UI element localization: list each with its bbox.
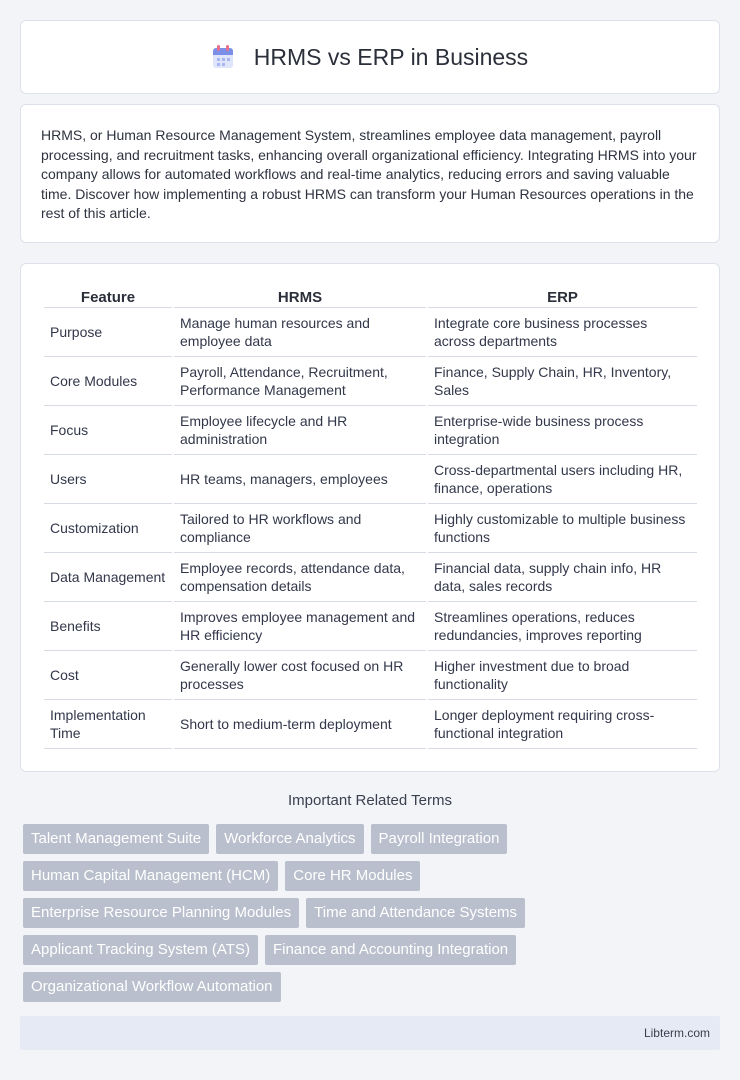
feature-cell: Focus — [44, 406, 172, 455]
feature-cell: Core Modules — [44, 357, 172, 406]
table-row — [44, 308, 697, 357]
related-terms — [23, 824, 723, 1009]
header-erp: ERP — [428, 284, 697, 308]
table-row — [44, 455, 697, 504]
table-row — [44, 357, 697, 406]
term-tag[interactable]: Workforce Analytics — [216, 824, 363, 854]
table-row — [44, 553, 697, 602]
term-row — [23, 861, 723, 891]
hrms-cell: Generally lower cost focused on HR processes — [174, 651, 426, 700]
hrms-cell: Manage human resources and employee data — [174, 308, 426, 357]
erp-cell: Enterprise-wide business process integration — [428, 406, 697, 455]
hrms-cell: Employee lifecycle and HR administration — [174, 406, 426, 455]
feature-cell: Data Management — [44, 553, 172, 602]
comparison-table-card — [20, 263, 720, 772]
term-tag[interactable]: Core HR Modules — [285, 861, 420, 891]
intro-card — [20, 104, 720, 243]
hrms-cell: Improves employee management and HR efficiency — [174, 602, 426, 651]
term-tag[interactable]: Talent Management Suite — [23, 824, 209, 854]
term-row — [23, 898, 723, 928]
hrms-cell: Tailored to HR workflows and compliance — [174, 504, 426, 553]
title-wrap — [212, 44, 528, 71]
erp-cell: Integrate core business processes across departments — [428, 308, 697, 357]
erp-cell: Financial data, supply chain info, HR data, sales records — [428, 553, 697, 602]
term-tag[interactable]: Finance and Accounting Integration — [265, 935, 516, 965]
table-row — [44, 651, 697, 700]
feature-cell: Benefits — [44, 602, 172, 651]
page-title: HRMS vs ERP in Business — [253, 43, 529, 70]
erp-cell: Higher investment due to broad functionality — [428, 651, 697, 700]
erp-cell: Cross-departmental users including HR, finance, operations — [428, 455, 697, 504]
footer — [20, 1016, 720, 1050]
feature-cell: Customization — [44, 504, 172, 553]
term-row — [23, 935, 723, 965]
term-tag[interactable]: Time and Attendance Systems — [306, 898, 525, 928]
table-header-row — [44, 284, 697, 308]
hrms-cell: Short to medium-term deployment — [174, 700, 426, 749]
feature-cell: Implementation Time — [44, 700, 172, 749]
erp-cell: Finance, Supply Chain, HR, Inventory, Sales — [428, 357, 697, 406]
comparison-table — [42, 284, 699, 749]
term-row — [23, 824, 723, 854]
term-tag[interactable]: Organizational Workflow Automation — [23, 972, 281, 1002]
term-row — [23, 972, 723, 1002]
table-row — [44, 602, 697, 651]
term-tag[interactable]: Human Capital Management (HCM) — [23, 861, 278, 891]
intro-paragraph: HRMS, or Human Resource Management System, streamlines employee data management, payroll processing, and recruitment tasks, enhancing overall organizational efficiency. Integrating HRMS into your company allows for automated workflows and real-time analytics, reducing errors and saving valuable time. Discover how implementing a robust HRMS can transform your Human Resources operations in the rest of this article. — [41, 127, 697, 222]
term-tag[interactable]: Applicant Tracking System (ATS) — [23, 935, 258, 965]
hrms-cell: Employee records, attendance data, compensation details — [174, 553, 426, 602]
hrms-cell: HR teams, managers, employees — [174, 455, 426, 504]
table-row — [44, 504, 697, 553]
erp-cell: Highly customizable to multiple business functions — [428, 504, 697, 553]
term-tag[interactable]: Payroll Integration — [371, 824, 508, 854]
footer-site-link[interactable]: Libterm.com — [643, 1026, 710, 1040]
table-row — [44, 700, 697, 749]
header-hrms: HRMS — [174, 284, 426, 308]
table-row — [44, 406, 697, 455]
erp-cell: Streamlines operations, reduces redundancies, improves reporting — [428, 602, 697, 651]
title-card — [20, 20, 720, 94]
term-tag[interactable]: Enterprise Resource Planning Modules — [23, 898, 299, 928]
feature-cell: Purpose — [44, 308, 172, 357]
feature-cell: Cost — [44, 651, 172, 700]
header-feature: Feature — [44, 284, 172, 308]
erp-cell: Longer deployment requiring cross-functional integration — [428, 700, 697, 749]
calendar-icon — [212, 45, 234, 69]
related-terms-title: Important Related Terms — [288, 792, 452, 809]
feature-cell: Users — [44, 455, 172, 504]
hrms-cell: Payroll, Attendance, Recruitment, Performance Management — [174, 357, 426, 406]
